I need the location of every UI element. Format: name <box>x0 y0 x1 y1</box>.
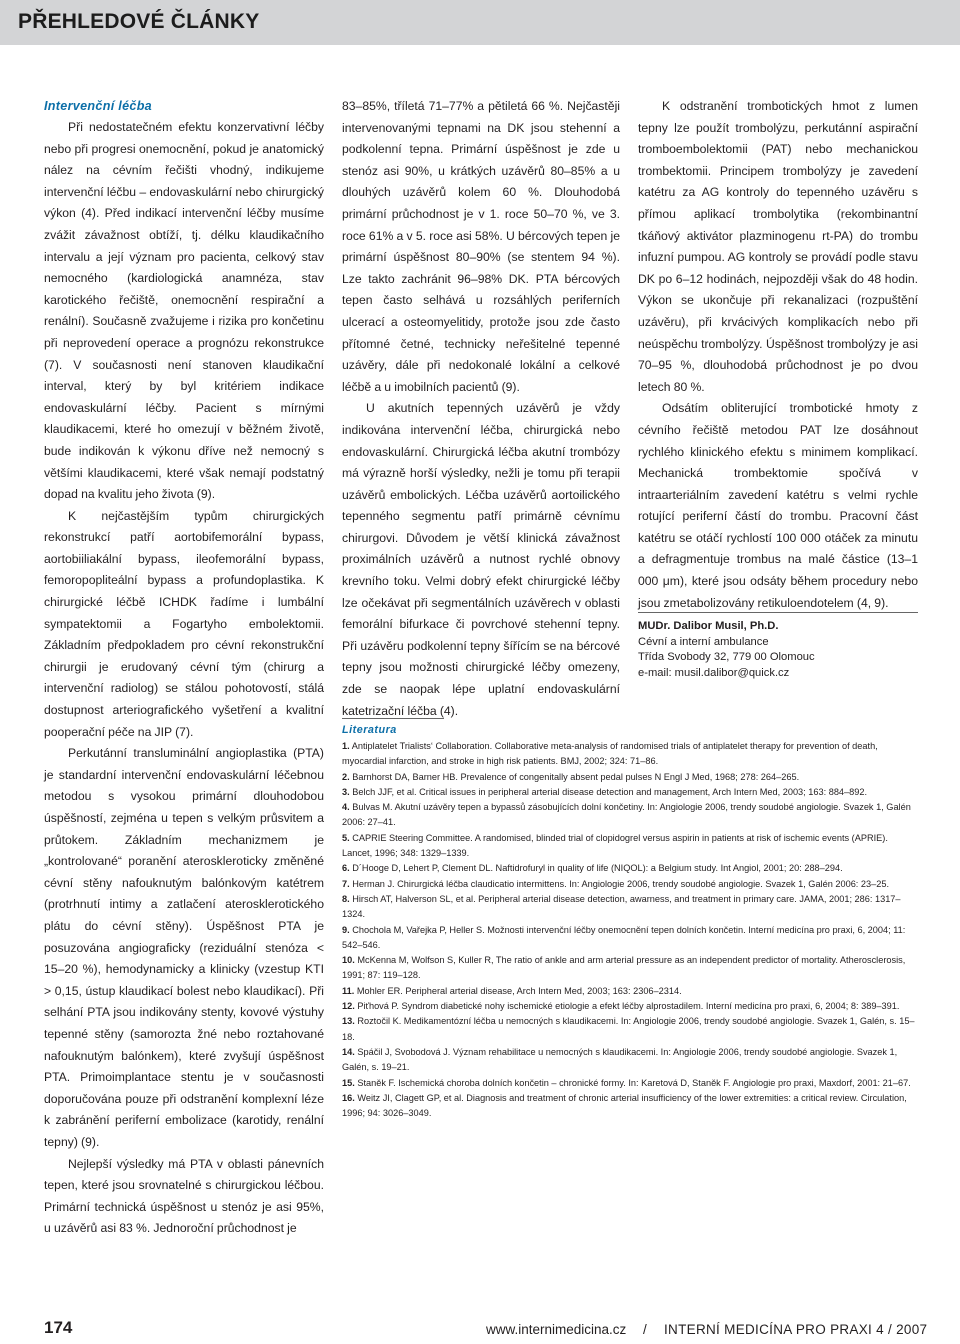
paragraph: Při nedostatečném efektu konzervativní léčby nebo při progresi onemocnění, pokud je anatomický nález na cévním řečišti vhodný, indikujeme intervenční léčbu – endovaskulární nebo chirurgický výkon (4). Před indikací intervenční léčby musíme zvážit závažnost obtíží, tj. délku klaudikačního intervalu a její význam pro pacienta, celkový stav nemocného (kardiologická anamnéza, stav karotického řečiště, onemocnění respirační a renální). Současně zvažujeme i rizika pro končetinu při neprovedení operace a prognózu rekonstrukce (7). V současnosti není stanoven klaudikační interval, který by byl kritériem indikace endovaskulární léčby. Pacient s mírnými klaudikacemi, které ho omezují v běžném životě, bude indikován k výkonu dříve než nemocný s většími klaudikacemi, které však nemají podstatný dopad na kvalitu jeho života (9). <box>44 120 324 502</box>
reference-item <box>342 1091 918 1122</box>
reference-text: D´Hooge D, Lehert P, Clement DL. Naftidrofuryl in quality of life (NIQOL): a Belgium study. Int Angiol, 2001; 20: 288–294. <box>352 863 843 874</box>
column-3 <box>638 96 918 614</box>
reference-number: 3. <box>342 786 350 797</box>
author-block <box>638 612 918 681</box>
reference-item <box>342 1045 918 1076</box>
section-title: Intervenční léčba <box>44 99 152 113</box>
reference-text: Herman J. Chirurgická léčba claudicatio intermittens. In: Angiologie 2006, trendy soudobé angiologie. Svazek 1, Galén 2006: 23–25. <box>352 878 890 889</box>
reference-text: Antiplatelet Trialists‘ Collaboration. Collaborative meta-analysis of randomised trials of antiplatelet therapy for prevention of death, myocardial infarction, and stroke in high risk patients. BMJ, 2002; 324: 71–86. <box>342 741 878 767</box>
reference-text: Hirsch AT, Halverson SL, et al. Peripheral arterial disease detection, awarness, and treatment in primary care. JAMA, 2001; 286: 1317–1324. <box>342 893 901 920</box>
reference-text: Weitz JI, Clagett GP, et al. Diagnosis and treatment of chronic arterial insufficiency of the lower extremities: a critical review. Circulation, 1996; 94: 3026–3049. <box>342 1092 907 1119</box>
reference-text: Belch JJF, et al. Critical issues in peripheral arterial disease detection and management, Arch Intern Med, 2003; 163: 884–892. <box>352 786 868 797</box>
reference-item <box>342 739 918 770</box>
reference-text: Chochola M, Vařejka P, Heller S. Možnosti intervenční léčby onemocnění tepen dolních končetin. Interní medicína pro praxi, 6, 2004; 11: 542–546. <box>342 924 906 950</box>
literature-title: Literatura <box>342 724 397 736</box>
reference-item <box>342 877 918 892</box>
reference-item <box>342 953 918 984</box>
reference-number: 12. <box>342 1001 355 1012</box>
reference-number: 6. <box>342 863 350 874</box>
reference-item <box>342 1076 918 1091</box>
author-divider <box>638 612 918 613</box>
journal-url[interactable]: www.internimedicina.cz <box>486 1322 627 1337</box>
section-header-bar <box>0 0 960 45</box>
reference-text: Bulvas M. Akutní uzávěry tepen a bypassů zásobujících dolní končetiny. In: Angiologie 2006, trendy soudobé angiologie. Svazek 1, Galén 2006: 27–41. <box>342 802 911 828</box>
reference-text: Barnhorst DA, Barner HB. Prevalence of congenitally absent pedal pulses N Engl J Med, 1968; 278: 264–265. <box>352 771 800 782</box>
reference-text: Piťhová P. Syndrom diabetické nohy ischemické etiologie a efekt léčby alprostadilem. Interní medicína pro praxi, 6, 2004; 8: 389–391. <box>357 1001 900 1012</box>
reference-number: 7. <box>342 878 350 889</box>
reference-number: 11. <box>342 985 355 996</box>
reference-text: Roztočil K. Medikamentózní léčba u nemocných s klaudikacemi. In: Angiologie 2006, trendy soudobé angiologie. Svazek 1, Galén, s. 15–18. <box>342 1016 915 1042</box>
reference-number: 1. <box>342 741 350 751</box>
author-address: Třída Svobody 32, 779 00 Olomouc <box>638 651 815 663</box>
reference-item <box>342 831 918 862</box>
reference-list <box>342 739 918 1121</box>
author-email[interactable]: e-mail: musil.dalibor@quick.cz <box>638 666 790 679</box>
literature-divider <box>342 718 444 719</box>
paragraph: U akutních tepenných uzávěrů je vždy indikována intervenční léčba, chirurgická nebo endovaskulární. Chirurgická léčba akutní trombózy má výrazně horší výsledky, nežli je tomu při terapii uzávěrů embolických. Léčba uzávěrů aortoilického tepenného segmentu patří primárně cévnímu chirurgovi. Důvodem je větší klinická závažnost proximálních uzávěrů a nutnost rychlé obnovy krevního toku. Velmi dobrý efekt chirurgické léčby lze očekávat při segmentálních uzávěrech v oblasti femorální bifurkace či povrchové stehenní tepny. Při uzávěru podkolenní tepny šířícím se na bércové tepny jsou možnosti chirurgické léčby omezeny, zde se naopak lépe uplatní endovaskulární katetrizační léčba (4). <box>342 401 620 718</box>
journal-name: INTERNÍ MEDICÍNA PRO PRAXI 4 / 2007 <box>664 1322 928 1337</box>
paragraph: K nejčastějším typům chirurgických rekonstrukcí patří aortobifemorální bypass, aortobiiliakální bypass, ileofemorální bypass, femoropopliteální bypass a profundoplastika. K chirurgické léčbě ICHDK řadíme i lumbální sympatektomii a Fogartyho embolektomii. Základním předpokladem pro cévní rekonstrukční chirurgii je erudovaný cévní tým (chirurg a intervenční radiolog) se stálou pohotovostí, stálá dostupnost arteriografického vyšetření a kvalitní pooperační péče na JIP (7). <box>44 508 324 739</box>
reference-text: Spáčil J, Svobodová J. Význam rehabilitace u nemocných s klaudikacemi. In: Angiologie 2006, trendy soudobé angiologie. Svazek 1, Galén, s. 19–21. <box>342 1046 898 1073</box>
footer-separator: / <box>643 1322 647 1337</box>
reference-number: 9. <box>342 924 350 935</box>
reference-number: 13. <box>342 1016 355 1027</box>
reference-number: 2. <box>342 771 350 782</box>
reference-text: McKenna M, Wolfson S, Kuller R, The ratio of ankle and arm arterial pressure as an independent predictor of mortality. Atherosclerosis, 1991; 87: 119–128. <box>342 955 906 981</box>
paragraph: Perkutánní transluminální angioplastika (PTA) je standardní intervenční endovaskulární léčebnou metodou s vysokou primární dlouhodobou úspěšností, zejména u tepen s velkým průsvitem a průtokem. Základním mechanizmem je „kontrolované“ poranění aterosklerotiсky změněné cévní stěny nafouknutým balónkovým katétrem (protrhnutí intimy a zatlačení aterosklerotického plátu do cévní stěny). Úspěšnost PTA je posuzována angiograficky (reziduální stenóza < 15–20 %), hemodynamicky a klinicky (vzestup KTI > 0,15, ústup klaudikací bolest nebo klaudikací). Při selhání PTA jsou indikovány stenty, kovové výstuhy tepenné stěny (samorozta žné nebo roztahované nafouknutým balónkem), které zvyšují úspěšnost PTA. Primoimplantace stentu je v současnosti doporučována pouze při odstranění komplexní léze k zabránění periferní embolizace (karotidy, renální tepny) (9). <box>44 746 324 1149</box>
reference-number: 5. <box>342 832 350 843</box>
paragraph: K odstranění trombotických hmot z lumen tepny lze použít trombolýzu, perkutánní aspirační tromboembolektomii (PAT) nebo mechanickou trombektomii. Principem trombolýzy je zavedení katétru za AG kontroly do tepenného uzávěru s přímou aplikací trombolytika (rekombinantní tkáňový aktivátor plazminogenu rt-PA) do trombu infuzní pumpou. AG kontroly se provádí podle stavu DK po 6–12 hodinách, nejpozději však do 48 hodin. Výkon se ukončuje při rekanalizaci (rozpuštění uzávěru), při krvácivých komplikacích nebo při neúspěchu trombolýzy. Úspěšnost trombolýzy je asi 70–95 %, dlouhodobá průchodnost je po dvou letech 80 %. <box>638 99 918 394</box>
reference-item <box>342 999 918 1014</box>
reference-text: Mohler ER. Peripheral arterial disease, Arch Intern Med, 2003; 163: 2306–2314. <box>356 985 682 996</box>
reference-item <box>342 984 918 999</box>
reference-text: CAPRIE Steering Committee. A randomised, blinded trial of clopidogrel versus aspirin in patients at risk of ischemic events (APRIE). Lancet, 1996; 348: 1329–1339. <box>342 832 888 859</box>
paragraph: Nejlepší výsledky má PTA v oblasti pánevních tepen, které jsou srovnatelné s chirurgickou léčbou. Primární technická úspěšnost u stenóz je asi 95%, u uzávěrů asi 83 %. Jednoroční průchodnost je <box>44 1156 324 1236</box>
reference-item <box>342 892 918 923</box>
reference-item <box>342 785 918 800</box>
page-footer <box>0 1318 960 1344</box>
reference-number: 15. <box>342 1077 355 1088</box>
reference-number: 16. <box>342 1092 355 1103</box>
reference-item <box>342 770 918 785</box>
paragraph: 83–85%, tříletá 71–77% a pětiletá 66 %. Nejčastěji intervenovanými tepnami na DK jsou stehenní a podkolenní tepna. Primární úspěšnost je zde u stenóz asi 90%, u krátkých uzávěrů 80–85% a u dlouhých uzávěrů kolem 60 %. Dlouhodobá primární průchodnost je v 1. roce 50–70 %, ve 3. roce 61% a v 5. roce asi 58%. U bércových tepen je primární úspěšnost 80–90% (se stentem 94 %). Lze takto zachránit 96–98% DK. PTA bércových tepen často selhává u rozsáhlých periferních ulcerací a osteomyelitidy, protože jsou zde často přítomné četné, technicky neřešitelné tepenné uzávěry, dále při nedokonalé lokální a celkové léčbě a u imobilních pacientů (9). <box>342 99 620 394</box>
section-header-title: PŘEHLEDOVÉ ČLÁNKY <box>18 10 260 33</box>
author-department: Cévní a interní ambulance <box>638 635 769 648</box>
reference-number: 14. <box>342 1046 355 1057</box>
paragraph: Odsátím obliterující trombotické hmoty z cévního řečiště metodou PAT lze dosáhnout rychlého klinického efektu s minimem komplikací. Mechanická trombektomie spočívá v intraarteriálním zavedení katétru s velmi rychle rotující periferní částí do trombu. Pracovní část katétru se otáčí rychlostí 100 000 otáček za minutu a defragmentuje trombus na malé částice (13–1 000 μm), které jsou odsáty během procedury nebo jsou zmetabolizovány retikuloendotelem (4, 9). <box>638 401 918 610</box>
column-2 <box>342 96 620 722</box>
column-1 <box>44 96 324 1240</box>
reference-number: 4. <box>342 802 350 813</box>
author-name: MUDr. Dalibor Musil, Ph.D. <box>638 620 779 632</box>
reference-item <box>342 800 918 831</box>
reference-number: 10. <box>342 955 355 966</box>
reference-item <box>342 923 918 954</box>
reference-number: 8. <box>342 893 350 904</box>
reference-item <box>342 1014 918 1045</box>
literature-section <box>342 718 918 1121</box>
page-number: 174 <box>44 1318 73 1337</box>
reference-item <box>342 861 918 876</box>
reference-text: Staněk F. Ischemická choroba dolních končetin – chronické formy. In: Karetová D, Staněk F. Angiologie pro praxi, Maxdorf, 2001: 21–67. <box>357 1077 911 1088</box>
